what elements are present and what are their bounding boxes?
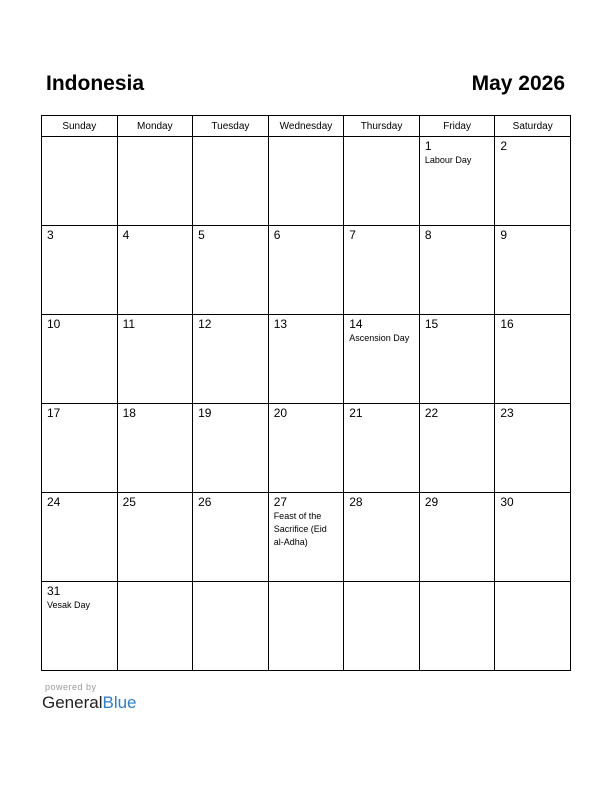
day-cell [193, 404, 269, 493]
day-cell [268, 404, 344, 493]
day-cell [193, 493, 269, 582]
powered-by-label: powered by [45, 682, 97, 692]
weekday-saturday: Saturday [495, 116, 571, 137]
day-cell [495, 315, 571, 404]
day-cell [344, 315, 420, 404]
day-cell [344, 582, 420, 671]
day-cell [117, 137, 193, 226]
day-cell [193, 137, 269, 226]
day-number: 11 [122, 317, 136, 331]
day-number: 13 [273, 317, 288, 331]
day-number: 25 [122, 495, 136, 509]
day-cell [42, 582, 118, 671]
day-cell [193, 226, 269, 315]
day-number: 14 [349, 317, 363, 331]
day-number: 7 [349, 228, 356, 242]
week-row [42, 582, 571, 671]
day-number: 6 [273, 228, 281, 242]
weekday-sunday: Sunday [42, 116, 118, 137]
day-cell [495, 493, 571, 582]
day-cell [495, 226, 571, 315]
day-cell [117, 493, 193, 582]
generalblue-logo[interactable] [42, 693, 137, 713]
day-number: 16 [500, 317, 514, 331]
day-cell [419, 315, 495, 404]
weekday-thursday: Thursday [344, 116, 420, 137]
calendar-title-country: Indonesia [46, 72, 145, 95]
day-cell [344, 137, 420, 226]
day-cell [268, 137, 344, 226]
day-cell [117, 226, 193, 315]
day-number: 29 [424, 495, 439, 509]
brand-general-text: General [42, 693, 103, 712]
calendar-grid [41, 115, 571, 671]
day-number: 5 [198, 228, 205, 242]
day-cell [42, 404, 118, 493]
day-cell [419, 404, 495, 493]
day-cell [495, 137, 571, 226]
week-row [42, 226, 571, 315]
day-number: 12 [198, 317, 212, 331]
day-number: 28 [349, 495, 363, 509]
generalblue-branding [42, 681, 137, 713]
day-cell [42, 493, 118, 582]
brand-blue-text: Blue [102, 693, 137, 712]
week-row [42, 404, 571, 493]
day-number: 24 [47, 495, 61, 509]
holiday-label: Ascension Day [349, 333, 410, 343]
day-number: 10 [47, 317, 61, 331]
day-cell [344, 493, 420, 582]
weekday-tuesday: Tuesday [193, 116, 269, 137]
day-cell [42, 137, 118, 226]
day-number: 23 [500, 406, 514, 420]
day-cell [268, 493, 344, 582]
day-cell [495, 582, 571, 671]
day-cell [419, 582, 495, 671]
day-number: 15 [424, 317, 439, 331]
day-number: 27 [273, 495, 288, 509]
weekday-header-row [42, 116, 571, 137]
day-cell [117, 404, 193, 493]
day-number: 3 [47, 228, 54, 242]
day-number: 31 [47, 584, 61, 598]
day-cell [117, 315, 193, 404]
day-cell [495, 404, 571, 493]
day-number: 30 [500, 495, 514, 509]
day-number: 20 [273, 406, 288, 420]
day-cell [419, 493, 495, 582]
day-cell [268, 315, 344, 404]
day-number: 22 [424, 406, 439, 420]
week-row [42, 315, 571, 404]
day-number: 4 [122, 228, 130, 242]
day-number: 19 [198, 406, 212, 420]
week-row [42, 493, 571, 582]
weekday-friday: Friday [419, 116, 495, 137]
day-cell [419, 226, 495, 315]
day-number: 17 [47, 406, 61, 420]
day-number: 9 [500, 228, 508, 242]
day-number: 1 [424, 139, 432, 153]
day-number: 26 [198, 495, 212, 509]
week-row [42, 137, 571, 226]
day-cell [193, 582, 269, 671]
day-number: 21 [349, 406, 363, 420]
day-number: 2 [500, 139, 508, 153]
holiday-label: Feast of the Sacrifice (Eid al-Adha) [273, 511, 327, 547]
holiday-label: Vesak Day [47, 600, 91, 610]
day-cell [268, 582, 344, 671]
day-cell [268, 226, 344, 315]
weekday-wednesday: Wednesday [268, 116, 344, 137]
day-number: 8 [424, 228, 432, 242]
weekday-monday: Monday [117, 116, 193, 137]
day-cell [42, 315, 118, 404]
day-cell [344, 226, 420, 315]
calendar-title-month: May 2026 [471, 72, 565, 95]
holiday-label: Labour Day [424, 155, 472, 165]
day-cell [42, 226, 118, 315]
day-cell [117, 582, 193, 671]
day-cell [419, 137, 495, 226]
day-number: 18 [122, 406, 136, 420]
day-cell [193, 315, 269, 404]
day-cell [344, 404, 420, 493]
